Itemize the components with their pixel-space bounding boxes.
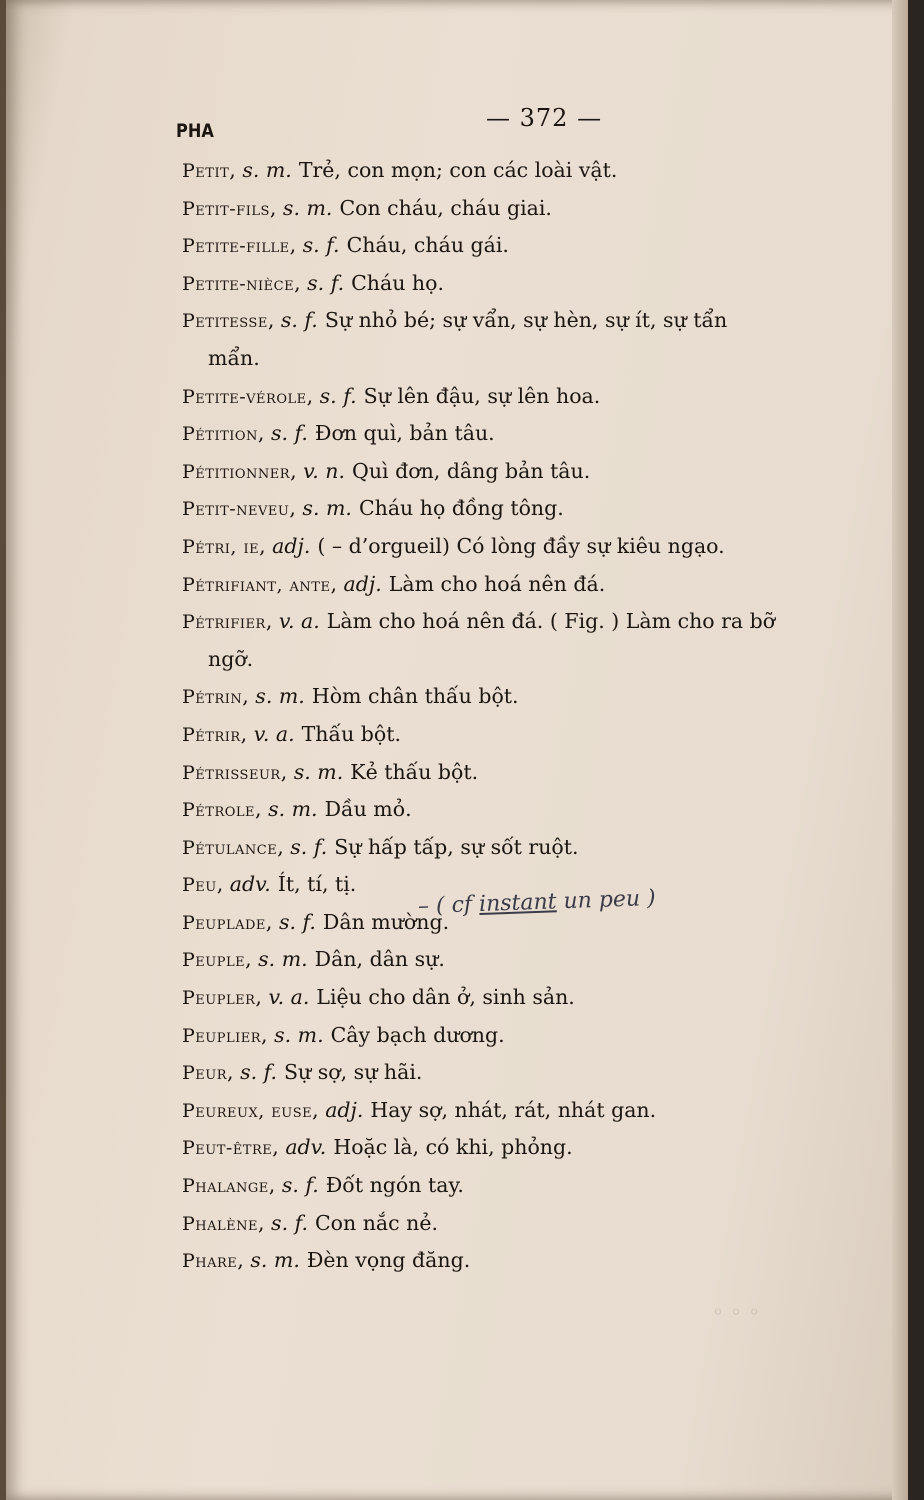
headword: Peuple [182, 949, 246, 972]
dictionary-entry: Pétrisseur, s. m. Kẻ thấu bột. [182, 759, 479, 784]
grammar-label: v. a. [268, 985, 310, 1010]
grammar-label: v. a. [278, 609, 320, 634]
definition: Cháu, cháu gái. [346, 233, 509, 258]
dictionary-entry: Petite-nièce, s. f. Cháu họ. [182, 270, 444, 295]
headword: Pétulance [182, 836, 278, 859]
dictionary-entry: Phalange, s. f. Đốt ngón tay. [182, 1173, 464, 1198]
entry-continuation [182, 340, 882, 378]
page-number: — 372 — [486, 104, 603, 132]
definition: Trẻ, con mọn; con các loài vật. [298, 158, 618, 182]
headword: Petite-nièce [182, 272, 295, 295]
grammar-label: adv. [285, 1135, 327, 1160]
grammar-label: s. m. [268, 797, 318, 822]
definition: Ít, tí, tị. [277, 872, 357, 897]
grammar-label: s. f. [319, 383, 357, 408]
grammar-label: s. f. [290, 834, 328, 859]
headword: Peuplade [182, 911, 266, 934]
page-edge [892, 0, 908, 1500]
grammar-label: s. f. [280, 308, 318, 333]
grammar-label: s. m. [302, 496, 352, 521]
definition: Sự hấp tấp, sự sốt ruột. [334, 834, 579, 859]
definition: Đèn vọng đăng. [306, 1248, 471, 1273]
definition: Sự sợ, sự hãi. [284, 1060, 423, 1085]
grammar-label: s. m. [258, 947, 308, 972]
grammar-label: s. m. [255, 684, 305, 709]
dictionary-entry: Petite-fille, s. f. Cháu, cháu gái. [182, 233, 509, 258]
definition: mẩn. [208, 345, 260, 370]
definition: Quì đơn, dâng bản tâu. [352, 458, 591, 483]
dictionary-entry: Petitesse, s. f. Sự nhỏ bé; sự vẩn, sự hèn, sự ít, sự tẩn [182, 308, 728, 333]
dictionary-entry: Peureux, euse, adj. Hay sợ, nhát, rát, nhát gan. [182, 1097, 657, 1122]
entry-list [182, 152, 882, 1280]
headword: Pétrin [182, 686, 243, 709]
dictionary-entry: Petit-fils, s. m. Con cháu, cháu giai. [182, 195, 552, 220]
entry-continuation [182, 641, 882, 679]
dictionary-entry: Peu, adv. Ít, tí, tị. [182, 872, 357, 897]
dictionary-entry: Peuplade, s. f. Dân mường. [182, 909, 450, 934]
headword: Petite-fille [182, 235, 290, 258]
grammar-label: s. f. [307, 270, 345, 295]
grammar-label: s. f. [240, 1060, 278, 1085]
dictionary-entry: Pétitionner, v. n. Quì đơn, dâng bản tâu. [182, 458, 591, 483]
dictionary-entry: Petit-neveu, s. m. Cháu họ đồng tông. [182, 496, 564, 521]
dictionary-entry: Phalène, s. f. Con nắc nẻ. [182, 1210, 439, 1235]
headword: Phare [182, 1250, 238, 1273]
definition: Cháu họ đồng tông. [358, 496, 564, 521]
dictionary-entry: Peupler, v. a. Liệu cho dân ở, sinh sản. [182, 985, 575, 1010]
section-header: PHA [176, 120, 214, 142]
definition: Con nắc nẻ. [314, 1210, 439, 1235]
grammar-label: s. m. [274, 1022, 324, 1047]
grammar-label: s. f. [302, 233, 340, 258]
headword: Peupler [182, 987, 256, 1010]
dictionary-entry: Peur, s. f. Sự sợ, sự hãi. [182, 1060, 423, 1085]
headword: Petit-neveu [182, 498, 290, 521]
grammar-label: s. f. [281, 1173, 319, 1198]
grammar-label: s. m. [293, 759, 344, 784]
headword: Pétrifier [182, 611, 266, 634]
dictionary-entry: Pétrifiant, ante, adj. Làm cho hoá nên đá. [182, 571, 606, 596]
definition: Con cháu, cháu giai. [339, 195, 552, 220]
grammar-label: adv. [229, 872, 271, 897]
grammar-label: s. f. [270, 421, 308, 446]
faint-bleedthrough-mark: ◦ ◦ ◦ [712, 1300, 761, 1324]
headword: Pétitionner [182, 460, 291, 483]
definition: Đốt ngón tay. [325, 1173, 464, 1198]
headword: Peut-être [182, 1137, 273, 1160]
definition: Dân, dân sự. [314, 947, 445, 972]
definition: Cây bạch dương. [330, 1022, 505, 1047]
definition: Dân mường. [322, 909, 450, 934]
annotation-underlined: instant [478, 889, 557, 918]
definition: Đơn quì, bản tâu. [314, 421, 495, 446]
definition: Hòm chân thấu bột. [311, 684, 519, 709]
headword: Petite-vérole [182, 385, 307, 408]
definition: ( – d’orgueil) Có lòng đầy sự kiêu ngạo. [317, 533, 725, 558]
dictionary-entry: Pétrole, s. m. Dầu mỏ. [182, 797, 412, 822]
headword: Pétrisseur [182, 761, 281, 784]
definition: ngỡ. [208, 646, 254, 671]
headword: Pétrifiant, ante [182, 573, 331, 596]
definition: Kẻ thấu bột. [350, 759, 479, 784]
dictionary-entry: Pétulance, s. f. Sự hấp tấp, sự sốt ruột. [182, 834, 579, 859]
grammar-label: s. f. [271, 1210, 308, 1235]
headword: Peu [182, 874, 217, 897]
definition: Sự lên đậu, sự lên hoa. [363, 383, 601, 408]
definition: Làm cho hoá nên đá. ( Fig. ) Làm cho ra bỡ [326, 609, 776, 634]
headword: Pétition [182, 423, 258, 446]
grammar-label: v. n. [303, 458, 346, 483]
headword: Pétri, ie [182, 535, 260, 558]
definition: Làm cho hoá nên đá. [388, 571, 606, 596]
grammar-label: adj. [325, 1097, 364, 1122]
definition: Hay sợ, nhát, rát, nhát gan. [370, 1097, 657, 1122]
definition: Liệu cho dân ở, sinh sản. [316, 985, 575, 1010]
dictionary-entry: Phare, s. m. Đèn vọng đăng. [182, 1248, 471, 1273]
dictionary-entry: Pétrifier, v. a. Làm cho hoá nên đá. ( Fig. ) Làm cho ra bỡ [182, 609, 776, 634]
dictionary-entry: Pétition, s. f. Đơn quì, bản tâu. [182, 421, 495, 446]
headword: Petit [182, 160, 230, 182]
grammar-label: s. m. [250, 1248, 300, 1273]
dictionary-entry: Petite-vérole, s. f. Sự lên đậu, sự lên hoa. [182, 383, 601, 408]
grammar-label: s. f. [278, 909, 316, 934]
headword: Phalange [182, 1175, 269, 1198]
headword: Petit-fils [182, 197, 270, 220]
dictionary-entry: Pétri, ie, adj. ( – d’orgueil) Có lòng đầy sự kiêu ngạo. [182, 533, 725, 558]
grammar-label: s. m. [242, 158, 292, 182]
headword: Peur [182, 1062, 228, 1085]
grammar-label: v. a. [253, 721, 295, 746]
headword: Petitesse [182, 310, 268, 333]
definition: Dầu mỏ. [324, 797, 412, 822]
dictionary-entry: Peut-être, adv. Hoặc là, có khi, phỏng. [182, 1135, 573, 1160]
grammar-label: adj. [272, 533, 311, 558]
headword: Pétrir [182, 723, 241, 746]
headword: Pétrole [182, 799, 256, 822]
dictionary-entry: Petit, s. m. Trẻ, con mọn; con các loài vật. [182, 158, 618, 182]
dictionary-entry: Peuple, s. m. Dân, dân sự. [182, 947, 445, 972]
definition: Thấu bột. [301, 721, 402, 746]
definition: Cháu họ. [351, 270, 444, 295]
annotation-prefix: – ( cf [417, 892, 473, 920]
headword: Peureux, euse [182, 1099, 313, 1122]
dictionary-entry: Pétrin, s. m. Hòm chân thấu bột. [182, 684, 519, 709]
annotation-suffix: un peu ) [563, 885, 657, 915]
dictionary-entry: Pétrir, v. a. Thấu bột. [182, 721, 402, 746]
definition: Hoặc là, có khi, phỏng. [333, 1135, 573, 1160]
headword: Phalène [182, 1212, 258, 1235]
grammar-label: s. m. [282, 195, 333, 220]
headword: Peuplier [182, 1024, 262, 1047]
definition: Sự nhỏ bé; sự vẩn, sự hèn, sự ít, sự tẩn [324, 308, 728, 333]
grammar-label: adj. [343, 571, 382, 596]
dictionary-entry: Peuplier, s. m. Cây bạch dương. [182, 1022, 505, 1047]
